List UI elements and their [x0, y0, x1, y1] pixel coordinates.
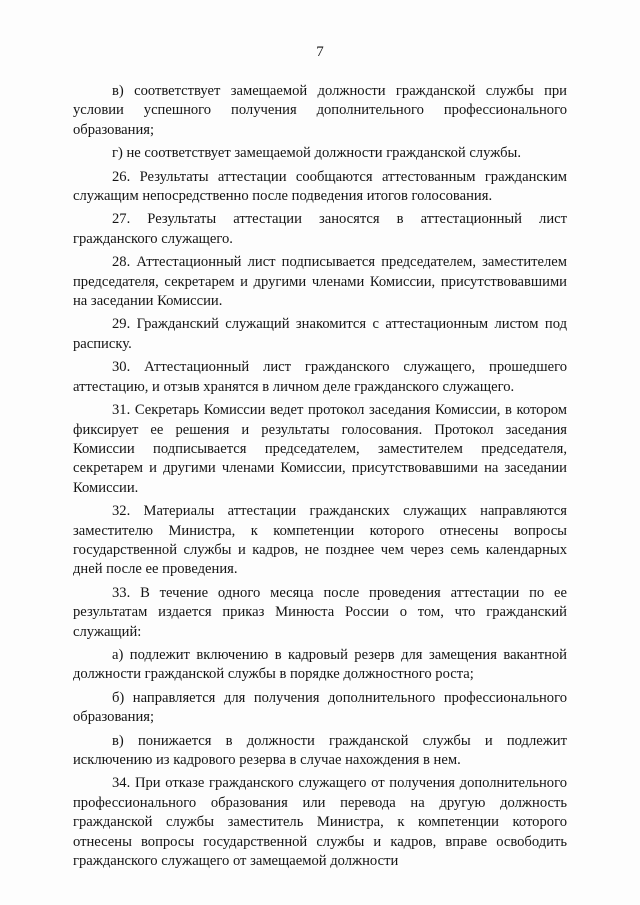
- paragraph-33: 33. В течение одного месяца после проведения аттестации по ее результатам издается приказ Минюста России о том, что гражданский служащий:: [73, 584, 567, 640]
- paragraph-34: 34. При отказе гражданского служащего от получения дополнительного профессионального образования или перевода на другую должность гражданской службы заместитель Министра, к компетенции которого отнесены вопросы государственной службы и кадров, вправе освободить гражданского служащего от замещаемой должности: [73, 775, 567, 870]
- paragraph-item-g: г) не соответствует замещаемой должности гражданской службы.: [112, 145, 521, 162]
- document-body: [73, 82, 567, 875]
- paragraph-27: 27. Результаты аттестации заносятся в аттестационный лист гражданского служащего.: [73, 211, 567, 247]
- paragraph-26: 26. Результаты аттестации сообщаются аттестованным гражданским служащим непосредственно после подведения итогов голосования.: [73, 168, 567, 205]
- paragraph-item-v: в) соответствует замещаемой должности гражданской службы при условии успешного получения дополнительного профессионального образования;: [73, 83, 567, 138]
- page-number: 7: [316, 44, 324, 60]
- paragraph-29: 29. Гражданский служащий знакомится с аттестационным листом под расписку.: [73, 316, 567, 352]
- paragraph-33-item-a: а) подлежит включению в кадровый резерв для замещения вакантной должности гражданской службы в порядке должностного роста;: [73, 646, 567, 683]
- paragraph-28: 28. Аттестационный лист подписывается председателем, заместителем председателя, секретарем и другими членами Комиссии, присутствовавшими на заседании Комиссии.: [73, 254, 567, 310]
- paragraph-31: 31. Секретарь Комиссии ведет протокол заседания Комиссии, в котором фиксирует ее решения и результаты голосования. Протокол заседания Комиссии подписывается председателем, заместителем председателя, секретарем и другими членами Комиссии, присутствовавшими на заседании Комиссии.: [73, 402, 567, 496]
- paragraph-30: 30. Аттестационный лист гражданского служащего, прошедшего аттестацию, и отзыв хранятся в личном деле гражданского служащего.: [73, 359, 567, 395]
- paragraph-33-item-b: б) направляется для получения дополнительного профессионального образования;: [73, 689, 567, 726]
- paragraph-32: 32. Материалы аттестации гражданских служащих направляются заместителю Министра, к компетенции которого отнесены вопросы государственной службы и кадров, не позднее чем через семь календарных дней после ее проведения.: [73, 503, 567, 578]
- paragraph-33-item-v: в) понижается в должности гражданской службы и подлежит исключению из кадрового резерва в случае нахождения в нем.: [73, 732, 567, 768]
